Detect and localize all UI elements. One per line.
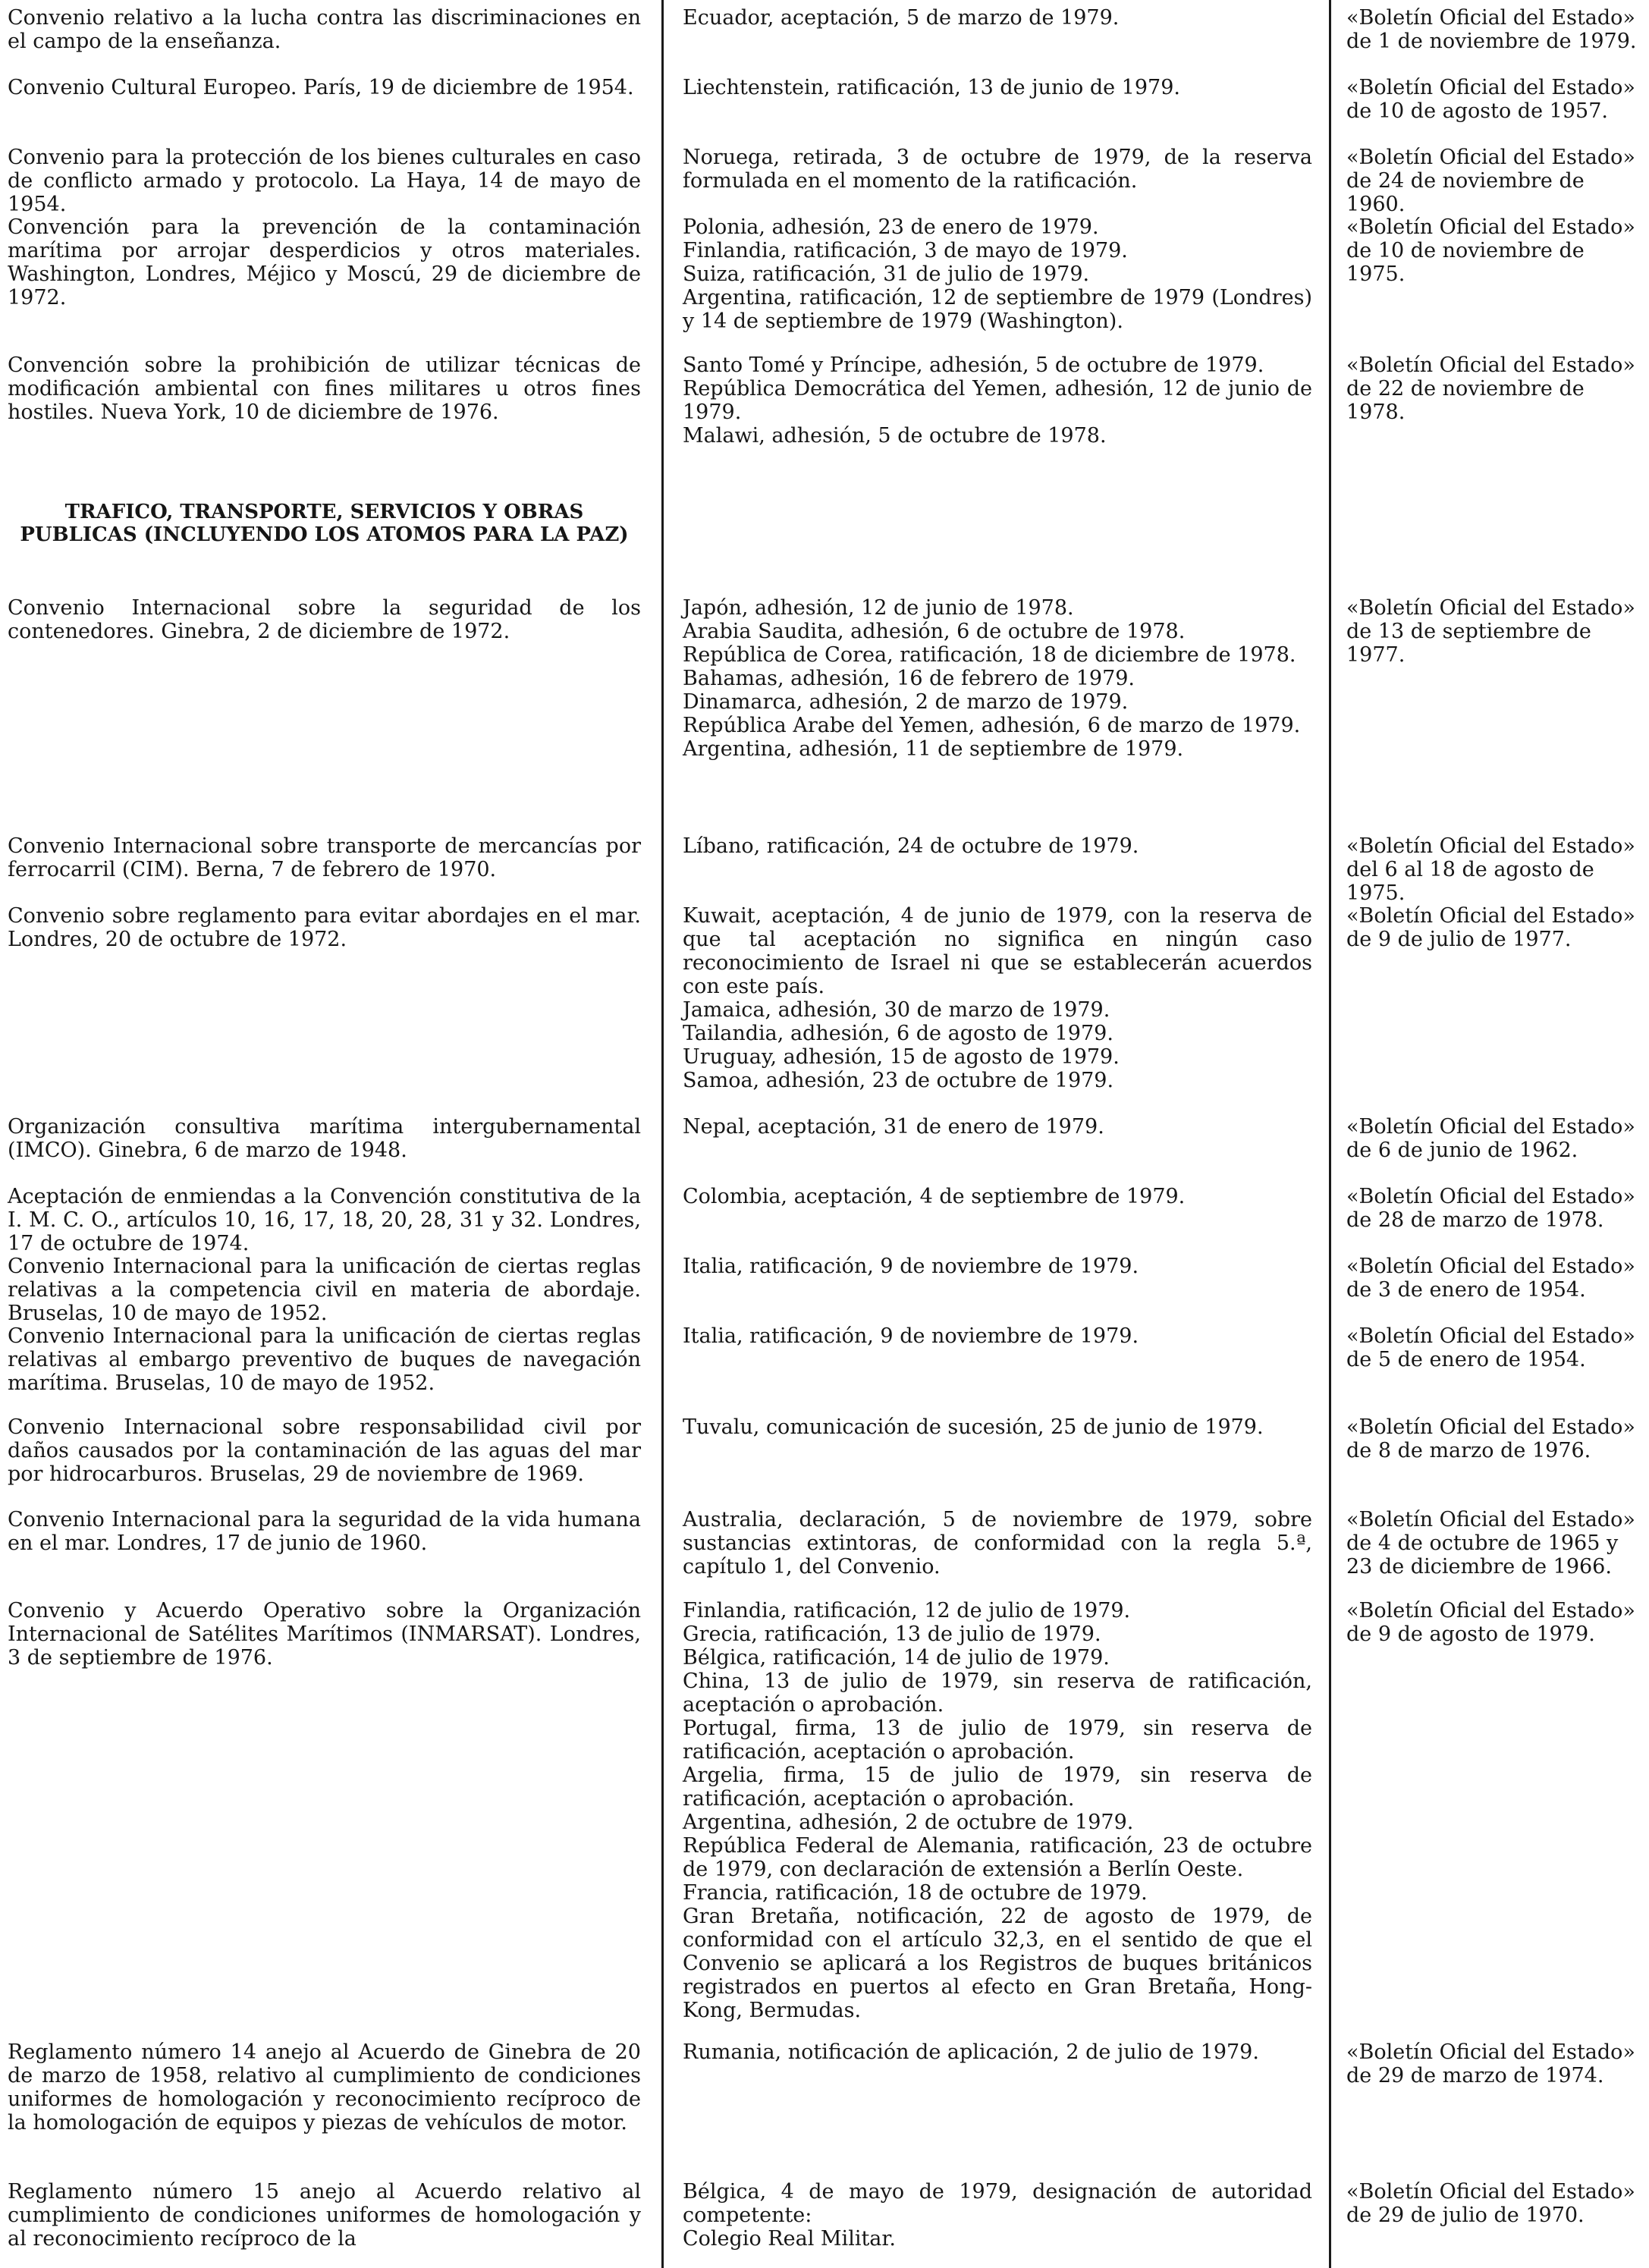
ratification-entry: Dinamarca, adhesión, 2 de marzo de 1979. <box>683 690 1129 714</box>
ratification-entry: Argentina, adhesión, 2 de octubre de 1979. <box>683 1811 1134 1834</box>
ratification-entry: Gran Bretaña, notificación, 22 de agosto de 1979, de conformidad con el artículo 32,3, en el sentido de que el Convenio se aplicará a los Registros de buques británicos registrados en puertos al efecto en Gran Bretaña, Hong-Kong, Bermudas. <box>683 1905 1312 2022</box>
ratification-list <box>683 1255 1312 1278</box>
ratification-list <box>683 834 1312 858</box>
boe-reference: «Boletín Oficial del Estado» de 10 de agosto de 1957. <box>1346 76 1635 123</box>
ratification-list <box>683 1599 1312 2022</box>
ratification-entry: Japón, adhesión, 12 de junio de 1978. <box>683 596 1074 620</box>
ratification-list <box>683 1415 1312 1439</box>
ratification-entry: Kuwait, aceptación, 4 de junio de 1979, con la reserva de que tal aceptación no significa en ningún caso reconocimiento de Israel ni que se establecerán acuerdos con este país. <box>683 904 1312 998</box>
ratification-list <box>683 76 1312 99</box>
ratification-entry: Suiza, ratificación, 31 de julio de 1979. <box>683 262 1090 286</box>
section-heading: TRAFICO, TRANSPORTE, SERVICIOS Y OBRAS PUBLICAS (INCLUYENDO LOS ATOMOS PARA LA PAZ) <box>20 501 629 546</box>
ratification-entry: Rumania, notificación de aplicación, 2 de julio de 1979. <box>683 2040 1259 2064</box>
convention-text: Aceptación de enmiendas a la Convención constitutiva de la I. M. C. O., artículos 10, 16, 17, 18, 20, 28, 31 y 32. Londres, 17 de octubre de 1974. <box>8 1185 641 1255</box>
convention-text: Convenio Internacional para la unificación de ciertas reglas relativas a la competencia civil en materia de abordaje. Bruselas, 10 de mayo de 1952. <box>8 1255 641 1325</box>
ratification-entry: Tailandia, adhesión, 6 de agosto de 1979. <box>683 1022 1113 1045</box>
ratification-list <box>683 215 1312 333</box>
ratification-list <box>683 2040 1312 2064</box>
ratification-entry: Santo Tomé y Príncipe, adhesión, 5 de octubre de 1979. <box>683 353 1264 377</box>
ratification-entry: Bahamas, adhesión, 16 de febrero de 1979. <box>683 667 1135 690</box>
boe-reference: «Boletín Oficial del Estado» de 8 de marzo de 1976. <box>1346 1415 1635 1462</box>
ratification-entry: China, 13 de julio de 1979, sin reserva de ratificación, aceptación o aprobación. <box>683 1670 1312 1717</box>
ratification-entry: Bélgica, 4 de mayo de 1979, designación de autoridad competente: <box>683 2180 1312 2227</box>
ratification-entry: República de Corea, ratificación, 18 de diciembre de 1978. <box>683 643 1296 667</box>
boe-reference: «Boletín Oficial del Estado» de 29 de julio de 1970. <box>1346 2180 1635 2227</box>
ratification-list <box>683 596 1312 761</box>
ratification-list <box>683 1115 1312 1139</box>
convention-text: Reglamento número 15 anejo al Acuerdo relativo al cumplimiento de condiciones uniformes de homologación y al reconocimiento recíproco de la <box>8 2180 641 2251</box>
ratification-entry: Italia, ratificación, 9 de noviembre de 1979. <box>683 1255 1139 1278</box>
boe-reference: «Boletín Oficial del Estado» de 22 de noviembre de 1978. <box>1346 353 1635 424</box>
ratification-list <box>683 2180 1312 2251</box>
ratification-entry: Finlandia, ratificación, 12 de julio de 1979. <box>683 1599 1131 1622</box>
ratification-entry: República Federal de Alemania, ratificación, 23 de octubre de 1979, con declaración de extensión a Berlín Oeste. <box>683 1834 1312 1881</box>
ratification-entry: Argentina, adhesión, 11 de septiembre de 1979. <box>683 737 1184 761</box>
ratification-list <box>683 1508 1312 1578</box>
convention-text: Convenio para la protección de los bienes culturales en caso de conflicto armado y protocolo. La Haya, 14 de mayo de 1954. <box>8 146 641 216</box>
ratification-entry: Bélgica, ratificación, 14 de julio de 1979. <box>683 1646 1110 1670</box>
ratification-entry: Colombia, aceptación, 4 de septiembre de 1979. <box>683 1185 1186 1208</box>
ratification-list <box>683 1185 1312 1208</box>
boe-reference: «Boletín Oficial del Estado» de 5 de enero de 1954. <box>1346 1324 1635 1371</box>
ratification-entry: República Arabe del Yemen, adhesión, 6 de marzo de 1979. <box>683 714 1301 737</box>
ratification-list <box>683 904 1312 1092</box>
ratification-list <box>683 6 1312 30</box>
boe-reference: «Boletín Oficial del Estado» de 28 de marzo de 1978. <box>1346 1185 1635 1232</box>
convention-text: Convenio Internacional para la seguridad de la vida humana en el mar. Londres, 17 de junio de 1960. <box>8 1508 641 1555</box>
ratification-entry: Nepal, aceptación, 31 de enero de 1979. <box>683 1115 1104 1139</box>
boe-reference: «Boletín Oficial del Estado» de 13 de septiembre de 1977. <box>1346 596 1635 667</box>
ratification-entry: Colegio Real Militar. <box>683 2227 896 2251</box>
boe-reference: «Boletín Oficial del Estado» de 3 de enero de 1954. <box>1346 1255 1635 1302</box>
ratification-entry: Polonia, adhesión, 23 de enero de 1979. <box>683 215 1099 239</box>
convention-text: Convención sobre la prohibición de utilizar técnicas de modificación ambiental con fines militares u otros fines hostiles. Nueva York, 10 de diciembre de 1976. <box>8 353 641 424</box>
ratification-entry: Jamaica, adhesión, 30 de marzo de 1979. <box>683 998 1110 1022</box>
convention-text: Convención para la prevención de la contaminación marítima por arrojar desperdicios y otros materiales. Washington, Londres, Méjico y Moscú, 29 de diciembre de 1972. <box>8 215 641 309</box>
ratification-entry: Italia, ratificación, 9 de noviembre de 1979. <box>683 1324 1139 1348</box>
convention-text: Convenio Internacional sobre la seguridad de los contenedores. Ginebra, 2 de diciembre de 1972. <box>8 596 641 643</box>
boe-reference: «Boletín Oficial del Estado» de 1 de noviembre de 1979. <box>1346 6 1637 53</box>
ratification-list <box>683 1324 1312 1348</box>
boe-reference: «Boletín Oficial del Estado» de 9 de agosto de 1979. <box>1346 1599 1635 1646</box>
convention-text: Convenio y Acuerdo Operativo sobre la Organización Internacional de Satélites Marítimos (INMARSAT). Londres, 3 de septiembre de 1976. <box>8 1599 641 1670</box>
ratification-entry: Tuvalu, comunicación de sucesión, 25 de junio de 1979. <box>683 1415 1264 1439</box>
ratification-entry: Portugal, firma, 13 de julio de 1979, sin reserva de ratificación, aceptación o aprobación. <box>683 1717 1312 1764</box>
ratification-entry: Argentina, ratificación, 12 de septiembre de 1979 (Londres) y 14 de septiembre de 1979 (Washington). <box>683 286 1312 333</box>
ratification-entry: Samoa, adhesión, 23 de octubre de 1979. <box>683 1069 1114 1092</box>
ratification-entry: Arabia Saudita, adhesión, 6 de octubre de 1978. <box>683 620 1186 643</box>
ratification-entry: Grecia, ratificación, 13 de julio de 1979. <box>683 1622 1101 1646</box>
column-rule-left <box>661 0 664 2268</box>
ratification-entry: Líbano, ratificación, 24 de octubre de 1979. <box>683 834 1139 858</box>
ratification-entry: Uruguay, adhesión, 15 de agosto de 1979. <box>683 1045 1120 1069</box>
ratification-list <box>683 353 1312 448</box>
column-rule-right <box>1329 0 1331 2268</box>
convention-text: Convenio relativo a la lucha contra las discriminaciones en el campo de la enseñanza. <box>8 6 641 53</box>
ratification-entry: Ecuador, aceptación, 5 de marzo de 1979. <box>683 6 1120 30</box>
convention-text: Organización consultiva marítima intergubernamental (IMCO). Ginebra, 6 de marzo de 1948. <box>8 1115 641 1162</box>
ratification-entry: Malawi, adhesión, 5 de octubre de 1978. <box>683 424 1107 448</box>
convention-text: Convenio Internacional sobre transporte de mercancías por ferrocarril (CIM). Berna, 7 de febrero de 1970. <box>8 834 641 881</box>
ratification-entry: Francia, ratificación, 18 de octubre de 1979. <box>683 1881 1148 1905</box>
boe-reference: «Boletín Oficial del Estado» de 10 de noviembre de 1975. <box>1346 215 1635 286</box>
ratification-entry: Australia, declaración, 5 de noviembre de 1979, sobre sustancias extintoras, de conformidad con la regla 5.ª, capítulo 1, del Convenio. <box>683 1508 1312 1578</box>
ratification-entry: República Democrática del Yemen, adhesión, 12 de junio de 1979. <box>683 377 1312 424</box>
boe-reference: «Boletín Oficial del Estado» del 6 al 18 de agosto de 1975. <box>1346 834 1635 905</box>
boe-reference: «Boletín Oficial del Estado» de 4 de octubre de 1965 y 23 de diciembre de 1966. <box>1346 1508 1635 1578</box>
convention-text: Convenio sobre reglamento para evitar abordajes en el mar. Londres, 20 de octubre de 1972. <box>8 904 641 951</box>
convention-text: Reglamento número 14 anejo al Acuerdo de Ginebra de 20 de marzo de 1958, relativo al cumplimiento de condiciones uniformes de homologación y reconocimiento recíproco de la homologación de equipos y piezas de vehículos de motor. <box>8 2040 641 2134</box>
ratification-list <box>683 146 1312 193</box>
boe-reference: «Boletín Oficial del Estado» de 9 de julio de 1977. <box>1346 904 1635 951</box>
boe-reference: «Boletín Oficial del Estado» de 24 de noviembre de 1960. <box>1346 146 1635 216</box>
convention-text: Convenio Internacional para la unificación de ciertas reglas relativas al embargo preventivo de buques de navegación marítima. Bruselas, 10 de mayo de 1952. <box>8 1324 641 1395</box>
ratification-entry: Argelia, firma, 15 de julio de 1979, sin reserva de ratificación, aceptación o aprobación. <box>683 1764 1312 1811</box>
boe-reference: «Boletín Oficial del Estado» de 29 de marzo de 1974. <box>1346 2040 1635 2087</box>
ratification-entry: Noruega, retirada, 3 de octubre de 1979, de la reserva formulada en el momento de la ratificación. <box>683 146 1312 193</box>
boe-reference: «Boletín Oficial del Estado» de 6 de junio de 1962. <box>1346 1115 1635 1162</box>
convention-text: Convenio Cultural Europeo. París, 19 de diciembre de 1954. <box>8 76 634 99</box>
convention-text: Convenio Internacional sobre responsabilidad civil por daños causados por la contaminación de las aguas del mar por hidrocarburos. Bruselas, 29 de noviembre de 1969. <box>8 1415 641 1486</box>
ratification-entry: Finlandia, ratificación, 3 de mayo de 1979. <box>683 239 1128 262</box>
ratification-entry: Liechtenstein, ratificación, 13 de junio de 1979. <box>683 76 1180 99</box>
